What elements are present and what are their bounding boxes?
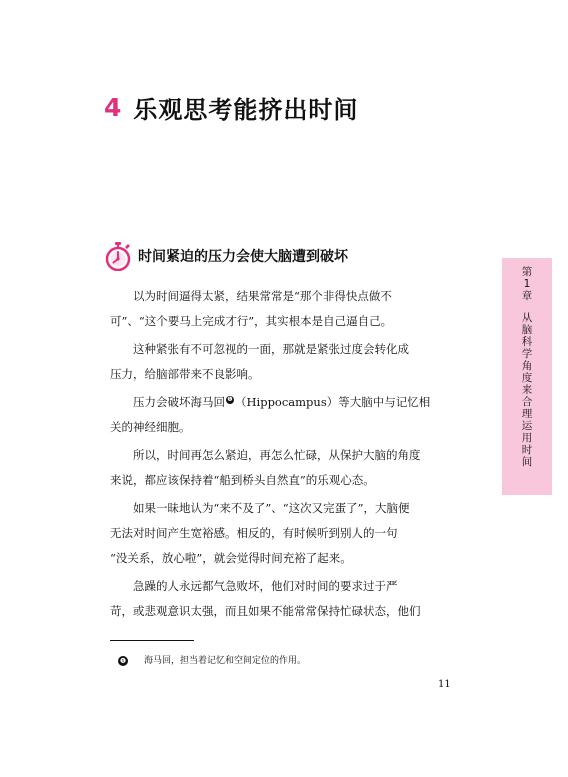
body-text xyxy=(110,284,450,627)
footnote xyxy=(118,654,306,668)
section-heading xyxy=(104,241,348,271)
section-title: 时间紧迫的压力会使大脑遭到破坏 xyxy=(138,249,348,265)
paragraph-2 xyxy=(110,337,450,387)
paragraph-line: 无法对时间产生宽裕感。相反的，有时候听到别人的一句 xyxy=(110,526,398,540)
side-tab-char: 合 xyxy=(521,396,533,408)
paragraph-5 xyxy=(110,496,450,571)
footnote-text: 海马回，担当着记忆和空间定位的作用。 xyxy=(144,656,307,666)
paragraph-line xyxy=(110,390,450,415)
side-tab-char: 时 xyxy=(521,444,533,456)
side-tab-char: 用 xyxy=(521,432,533,444)
paragraph-6 xyxy=(110,574,450,624)
paragraph-text: 压力会破坏海马回 xyxy=(133,395,225,409)
side-tab-char: 运 xyxy=(521,420,533,432)
side-tab-char: 章 xyxy=(521,290,533,302)
side-tab-char: 第 xyxy=(521,266,533,278)
side-tab-char: 科 xyxy=(521,336,533,348)
paragraph-line: 可”、“这个要马上完成才行”，其实根本是自己逼自己。 xyxy=(110,314,393,328)
side-tab-char: 学 xyxy=(521,348,533,360)
side-tab-char: 脑 xyxy=(521,324,533,336)
paragraph-line: 以为时间逼得太紧，结果常常是“那个非得快点做不 xyxy=(133,289,392,303)
paragraph-line: 压力，给脑部带来不良影响。 xyxy=(110,367,260,381)
paragraph-text: （Hippocampus）等大脑中与记忆相 xyxy=(235,395,431,409)
paragraph-line: 急躁的人永远都气急败坏，他们对时间的要求过于严 xyxy=(133,579,398,593)
side-tab-char: 度 xyxy=(521,372,533,384)
paragraph-4 xyxy=(110,443,450,493)
paragraph-line: 这种紧张有不可忽视的一面，那就是紧张过度会转化成 xyxy=(133,342,409,356)
chapter-heading xyxy=(104,88,358,126)
paragraph-3 xyxy=(110,390,450,440)
paragraph-line: 如果一昧地认为“来不及了”、“这次又完蛋了”，大脑便 xyxy=(133,501,410,515)
paragraph-1 xyxy=(110,284,450,334)
side-tab-char: 理 xyxy=(521,408,533,420)
footnote-marker: ❶ xyxy=(119,656,127,665)
page-number: 11 xyxy=(438,679,451,690)
side-tab-char: 1 xyxy=(523,278,531,290)
side-tab-char: 角 xyxy=(521,360,533,372)
paragraph-line: 关的神经细胞。 xyxy=(110,420,191,434)
side-tab-char: 来 xyxy=(521,384,533,396)
chapter-number: 4 xyxy=(104,92,122,122)
paragraph-line: 苛，或悲观意识太强，而且如果不能常常保持忙碌状态，他们 xyxy=(110,604,421,618)
paragraph-line: 来说，都应该保持着“船到桥头自然直”的乐观心态。 xyxy=(110,473,375,487)
side-tab-char: 从 xyxy=(521,312,533,324)
paragraph-line: “没关系，放心啦”，就会觉得时间充裕了起来。 xyxy=(110,551,352,565)
side-tab-label xyxy=(502,266,552,468)
chapter-title: 乐观思考能挤出时间 xyxy=(133,95,359,124)
footnote-reference[interactable]: ❶ xyxy=(227,396,233,404)
stopwatch-icon xyxy=(104,241,132,271)
chapter-side-tab[interactable] xyxy=(502,258,552,495)
footnote-divider xyxy=(110,640,194,641)
paragraph-line: 所以，时间再怎么紧迫，再怎么忙碌，从保护大脑的角度 xyxy=(133,448,421,462)
side-tab-char: 间 xyxy=(521,456,533,468)
